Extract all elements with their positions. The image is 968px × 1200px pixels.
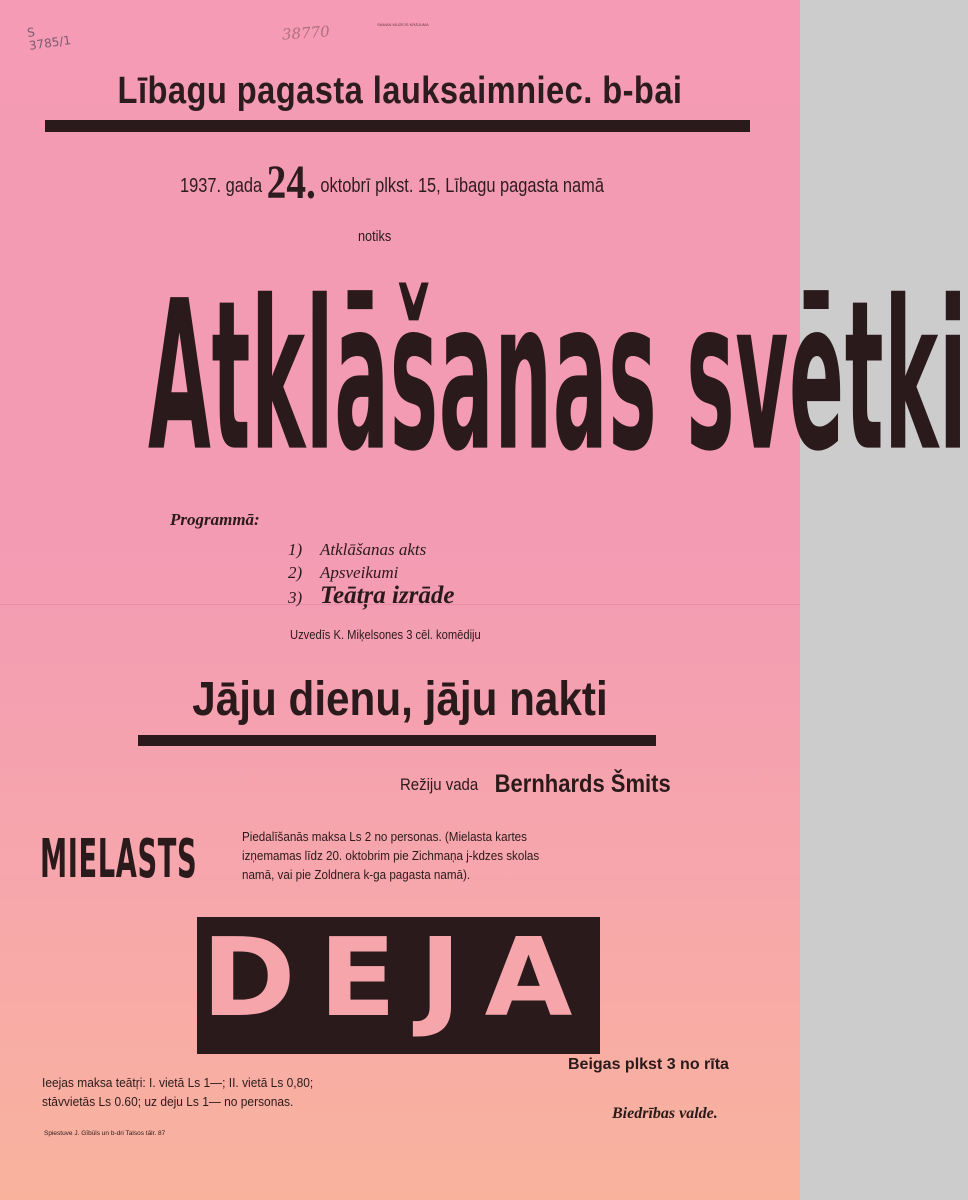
program-item-text: Atklāšanas akts (320, 540, 427, 559)
program-item-text: Apsveikumi (320, 563, 399, 582)
feast-details: Piedalīšanās maksa Ls 2 no personas. (Mielasta kartes izņemamas līdz 20. oktobrim pie Zichmaņa j-kdzes skolas namā, vai pie Zoldnera k-ga pagasta namā). (242, 830, 540, 882)
dance-end-time: Beigas plkst 3 no rīta (568, 1056, 729, 1073)
pencil-inventory-number: 38770 (281, 22, 331, 44)
header-rule (45, 120, 750, 132)
play-title: Jāju dienu, jāju nakti (192, 673, 608, 726)
play-title-rule (138, 735, 656, 746)
staging-note: Uzvedīs K. Miķelsones 3 cēl. komēdiju (290, 627, 481, 642)
dateline (180, 155, 656, 210)
dance-title: DEJA (201, 916, 596, 1041)
program-item-3 (288, 582, 455, 610)
director-name: Bernhards Šmits (494, 770, 671, 798)
director-label: Režiju vada (400, 775, 479, 794)
director-line (400, 770, 671, 799)
feast-title: MIELASTS (40, 828, 198, 891)
main-title: Atklāšanas svētki (148, 257, 968, 498)
program-item-text: Teātŗa izrāde (320, 582, 455, 609)
program-item-2 (288, 563, 398, 583)
program-item-number: 2) (288, 563, 303, 582)
program-item-1 (288, 540, 426, 560)
signature: Biedrības valde. (612, 1105, 718, 1122)
header-title: Lībagu pagasta lauksaimniec. b-bai (117, 70, 683, 112)
program-label: Programmā: (170, 510, 260, 529)
pencil-note-left: S 3785/1 (26, 25, 72, 53)
dateline-day: 24. (266, 156, 316, 209)
dateline-after: oktobrī plkst. 15, Lībagu pagasta namā (320, 175, 604, 197)
dateline-before: 1937. gada (180, 175, 263, 197)
program-item-number: 1) (288, 540, 303, 559)
notiks-text: notiks (357, 228, 392, 245)
program-item-number: 3) (288, 588, 303, 607)
archive-stamp: SAMAN MUZEJS KRĀJUMA (377, 22, 429, 27)
printer-imprint: Spiestuve J. Gībūls un b-dri Talsos tālr. 87 (44, 1130, 166, 1137)
admission-prices: Ieejas maksa teātŗi: I. vietā Ls 1—; II. vietā Ls 0,80; stāvvietās Ls 0.60; uz deju Ls 1— no personas. (42, 1075, 314, 1109)
